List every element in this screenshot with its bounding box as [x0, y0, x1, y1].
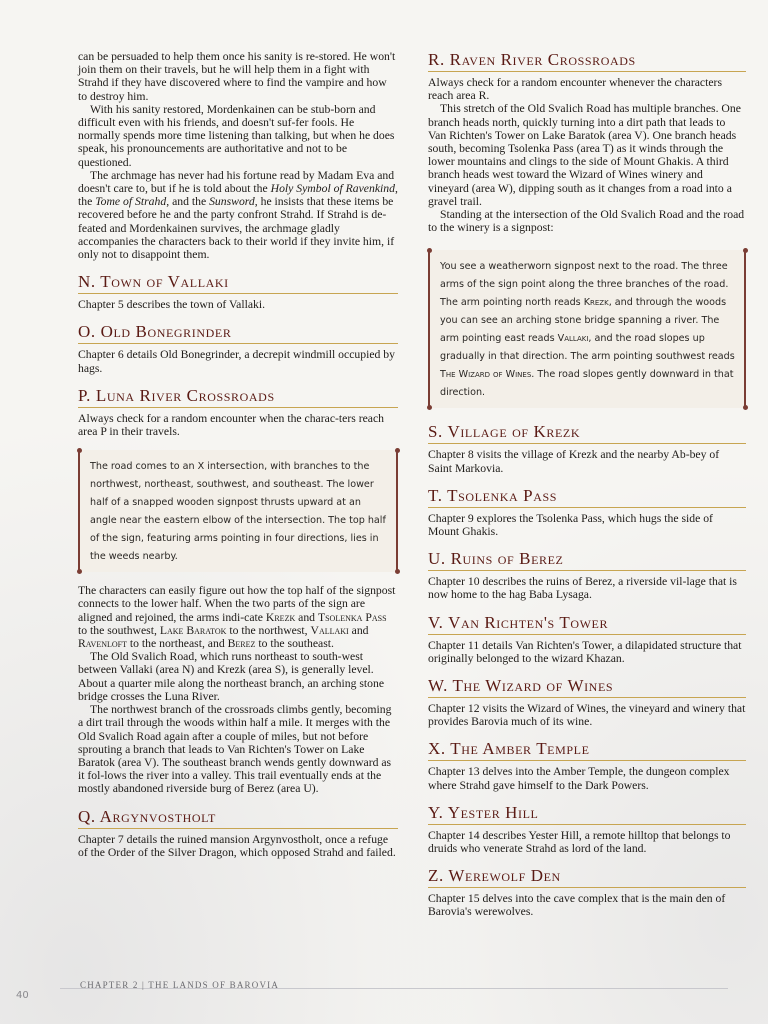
section-s [428, 422, 746, 474]
section-w [428, 676, 746, 728]
section-w-text: Chapter 12 visits the Wizard of Wines, the vineyard and winery that provides Barovia much of its wine. [428, 702, 746, 729]
section-q-text: Chapter 7 details the ruined mansion Argynvostholt, once a refuge of the Order of the Silver Dragon, which opposed Strahd and failed. [78, 832, 396, 859]
section-q-title: Q. Argynvostholt [78, 807, 398, 829]
section-u-title: U. Ruins of Berez [428, 549, 746, 571]
section-z-title: Z. Werewolf Den [428, 866, 746, 888]
read-aloud-text-r: You see a weatherworn signpost next to the road. The three arms of the sign point along the three branches of the road. The arm pointing north reads Krezk, and through the woods you can see an arching stone bridge spanning a river. The arm pointing east reads Vallaki, and the road slopes up gradually in that direction. The arm pointing southwest reads The Wizard of Wines. The road slopes gently downward in that direction. [440, 261, 735, 399]
section-v-text: Chapter 11 details Van Richten's Tower, a dilapidated structure that originally belonged to the wizard Khazan. [428, 638, 742, 665]
section-r-title: R. Raven River Crossroads [428, 50, 746, 72]
intro-paragraph-3: The archmage has never had his fortune read by Madam Eva and doesn't care to, but if he is told about the Holy Symbol of Ravenkind, the Tome of Strahd, and the Sunsword, he insists that these items be recovered before he and the party confront Strahd. If Strahd is de-feated and Mordenkainen survives, the archmage gladly accompanies the characters back to their world if they invite him, if only not to disappoint them. [78, 168, 398, 262]
intro-paragraph-1: can be persuaded to help them once his sanity is re-stored. He won't join them on their travels, but he will help them in a fight with Strahd if they have discovered where to find the vampire and how to destroy him. [78, 50, 396, 103]
section-o [78, 322, 398, 374]
section-v-title: V. Van Richten's Tower [428, 613, 746, 635]
read-aloud-text-p: The road comes to an X intersection, with branches to the northwest, northeast, southwest, and southeast. The lower half of a snapped wooden signpost thrusts upward at an angle near the eastern elbow of the intersection. The top half of the sign, featuring arms pointing in four directions, lies in the weeds nearby. [90, 461, 386, 563]
section-y-title: Y. Yester Hill [428, 803, 746, 825]
page-footer [0, 974, 768, 1024]
section-p-paragraph-1: The characters can easily figure out how the top half of the signpost connects to the lower half. When the two parts of the sign are aligned and rejoined, the arms indi-cate Krezk and Tsolenka Pass to the southwest, Lake Baratok to the northwest, Vallaki and Ravenloft to the northeast, and Berez to the southeast. [78, 584, 396, 651]
section-p-title: P. Luna River Crossroads [78, 386, 398, 408]
read-aloud-box-p [78, 450, 398, 572]
section-p-text: Always check for a random encounter when the charac-ters reach area P in their travels. [78, 411, 384, 439]
section-r [428, 50, 746, 408]
section-p [78, 386, 398, 796]
section-u-text: Chapter 10 describes the ruins of Berez, a riverside vil-lage that is now home to the hag Baba Lysaga. [428, 575, 737, 602]
read-aloud-box-r [428, 250, 746, 408]
intro-paragraph-2: With his sanity restored, Mordenkainen can be stub-born and difficult even with his friends, and doesn't suf-fer fools. He normally spends more time listening than talking, but when he does speak, his pronouncements are authoritative and not to be questioned. [78, 102, 395, 169]
section-o-title: O. Old Bonegrinder [78, 322, 398, 344]
section-r-paragraph-3: Standing at the intersection of the Old Svalich Road and the road to the winery is a signpost: [428, 208, 745, 235]
section-y [428, 803, 746, 855]
section-v [428, 613, 746, 665]
section-x [428, 739, 746, 791]
right-column [428, 50, 746, 919]
section-x-title: X. The Amber Temple [428, 739, 746, 761]
section-y-text: Chapter 14 describes Yester Hill, a remote hilltop that belongs to druids who venerate Strahd as lord of the land. [428, 828, 731, 856]
section-z-text: Chapter 15 delves into the cave complex that is the main den of Barovia's werewolves. [428, 892, 726, 919]
section-u [428, 549, 746, 601]
section-s-title: S. Village of Krezk [428, 422, 746, 444]
section-p-paragraph-3: The northwest branch of the crossroads climbs gently, becoming a dirt trail through the woods within half a mile. It merges with the Old Svalich Road again after a couple of miles, but not before sprouting a branch that leads to Van Richten's Tower on Lake Baratok (area V). The southeast branch wends gently downward as it fol-lows the river into a valley. This trail eventually ends at the mostly abandoned riverside burg of Berez (area U). [78, 703, 392, 796]
section-n-text: Chapter 5 describes the town of Vallaki. [78, 298, 266, 312]
section-s-text: Chapter 8 visits the village of Krezk and the nearby Ab-bey of Saint Markovia. [428, 448, 720, 475]
section-n-title: N. Town of Vallaki [78, 272, 398, 294]
section-r-paragraph-2: This stretch of the Old Svalich Road has multiple branches. One branch heads north, quickly turning into a dirt path that leads to Van Richten's Tower on Lake Baratok (area V). One branch heads south, becoming Tsolenka Pass (area T) as it winds through the lower mountains and clings to the side of Mount Ghakis. A third branch heads west toward the Wizard of Wines winery and vineyard (area W), dipping south as it changes from a road into a gravel trail. [428, 102, 741, 208]
section-t-text: Chapter 9 explores the Tsolenka Pass, which hugs the side of Mount Ghakis. [428, 511, 713, 539]
page-number: 40 [16, 990, 29, 1001]
section-t-title: T. Tsolenka Pass [428, 486, 746, 508]
section-r-paragraph-1: Always check for a random encounter whenever the characters reach area R. [428, 76, 722, 103]
left-column [78, 50, 398, 859]
section-n [78, 272, 398, 311]
section-p-paragraph-2: The Old Svalich Road, which runs northeast to south-west between Vallaki (area N) and Krezk (area S), is generally level. About a quarter mile along the northeast branch, an arching stone bridge crosses the Luna River. [78, 650, 385, 703]
section-x-text: Chapter 13 delves into the Amber Temple, the dungeon complex where Strahd gave himself to the Dark Powers. [428, 765, 730, 792]
section-t [428, 486, 746, 538]
chapter-label: CHAPTER 2 | THE LANDS OF BAROVIA [80, 980, 280, 990]
section-q [78, 807, 398, 859]
section-o-text: Chapter 6 details Old Bonegrinder, a decrepit windmill occupied by hags. [78, 348, 395, 375]
section-w-title: W. The Wizard of Wines [428, 676, 746, 698]
section-z [428, 866, 746, 918]
